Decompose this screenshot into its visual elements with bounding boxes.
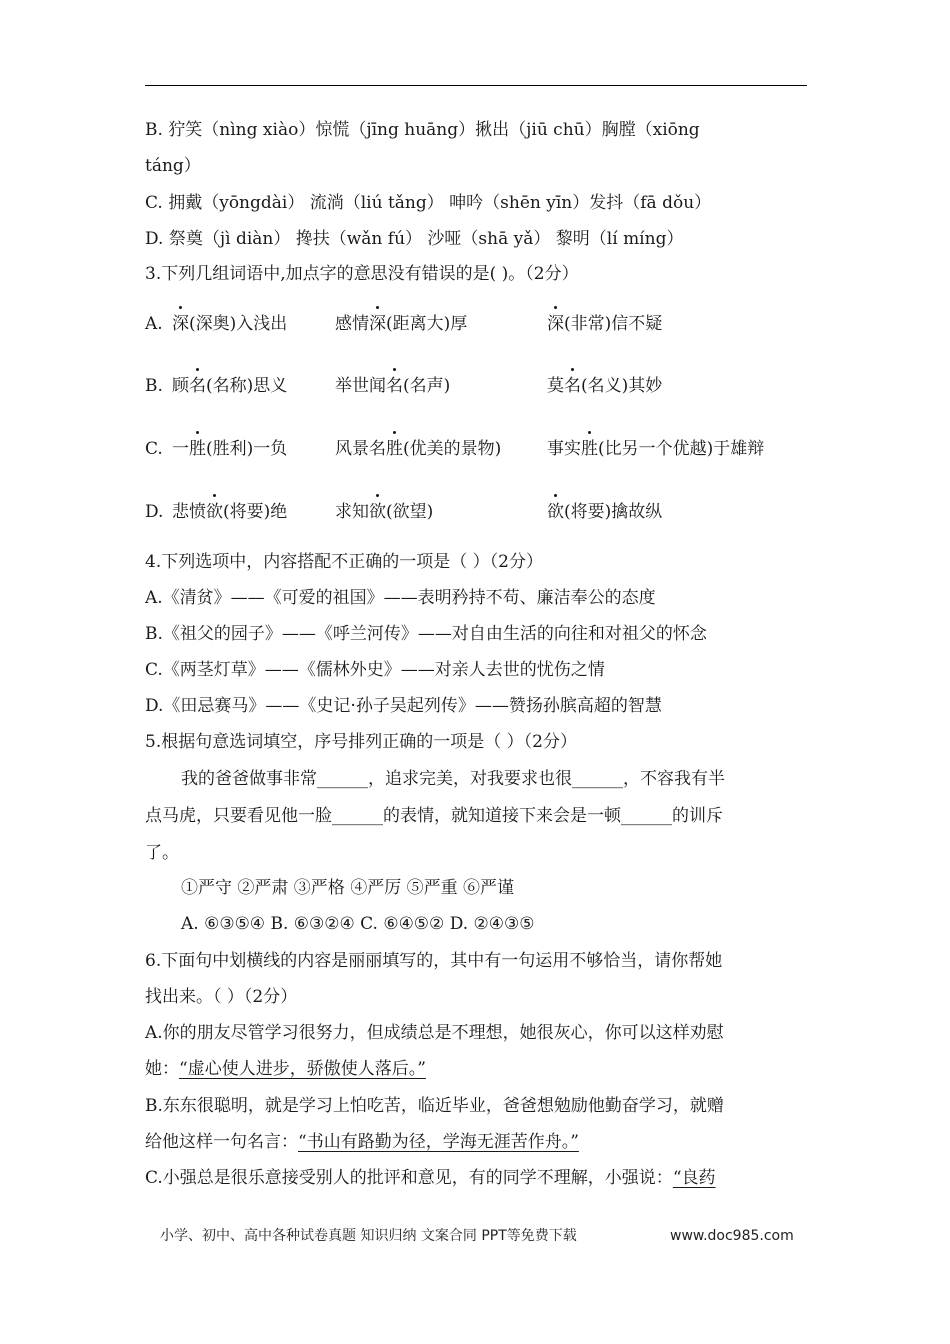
q6-option-c-line1: C.小强总是很乐意接受别人的批评和意见，有的同学不理解，小强说：“良药	[145, 1168, 716, 1188]
emphasis-char: 欲	[206, 502, 223, 522]
emphasis-char: 欲	[547, 502, 564, 522]
header-rule	[145, 85, 807, 86]
q6-option-a-line1: A.你的朋友尽管学习很努力，但成绩总是不理想，她很灰心，你可以这样劝慰	[145, 1023, 724, 1043]
q4-option-b: B.《祖父的园子》——《呼兰河传》——对自由生活的向往和对祖父的怀念	[145, 624, 707, 644]
q4-option-c: C.《两茎灯草》——《儒林外史》——对亲人去世的忧伤之情	[145, 660, 605, 680]
q3-cell: 欲(将要)擒故纵	[547, 502, 663, 522]
q5-paragraph-line1: 我的爸爸做事非常______，追求完美，对我要求也很______，不容我有半	[181, 769, 725, 789]
q5-word-bank: ①严守 ②严肃 ③严格 ④严厉 ⑤严重 ⑥严谨	[181, 878, 515, 898]
emphasis-char: 深	[369, 314, 386, 334]
q3-row-label: D.	[145, 502, 164, 522]
emphasis-char: 深	[172, 314, 189, 334]
q4-stem: 4.下列选项中，内容搭配不正确的一项是（ ）（2分）	[145, 552, 543, 572]
footer-site-link[interactable]: www.doc985.com	[670, 1228, 794, 1244]
q3-cell: 顾名(名称)思义	[172, 376, 288, 396]
q3-row-label: B.	[145, 376, 163, 396]
q3-cell: 悲愤欲(将要)绝	[172, 502, 288, 522]
emphasis-char: 名	[564, 376, 581, 396]
q5-paragraph-line3: 了。	[145, 843, 179, 863]
emphasis-char: 胜	[386, 439, 403, 459]
q3-cell: 莫名(名义)其妙	[547, 376, 663, 396]
q4-option-a: A.《清贫》——《可爱的祖国》——表明矜持不苟、廉洁奉公的态度	[145, 588, 656, 608]
q2-option-c: C. 拥戴（yōngdài） 流淌（liú tǎng） 呻吟（shēn yīn）发抖（fā dǒu）	[145, 193, 712, 213]
emphasis-char: 胜	[581, 439, 598, 459]
q2-option-b-line2: táng）	[145, 156, 201, 176]
q6-stem-line1: 6.下面句中划横线的内容是丽丽填写的，其中有一句运用不够恰当，请你帮她	[145, 951, 723, 971]
q6-option-a-line2: 她：“虚心使人进步，骄傲使人落后。”	[145, 1059, 426, 1079]
q2-option-d: D. 祭奠（jì diàn） 搀扶（wǎn fú） 沙哑（shā yǎ） 黎明（lí míng）	[145, 229, 684, 249]
q3-cell: 风景名胜(优美的景物)	[335, 439, 502, 459]
underlined-answer: “书山有路勤为径，学海无涯苦作舟。”	[298, 1132, 579, 1152]
q3-stem: 3.下列几组词语中,加点字的意思没有错误的是( )。（2分）	[145, 264, 579, 284]
emphasis-char: 胜	[189, 439, 206, 459]
emphasis-char: 名	[189, 376, 206, 396]
emphasis-char: 深	[547, 314, 564, 334]
q5-paragraph-line2: 点马虎，只要看见他一脸______的表情，就知道接下来会是一顿______的训斥	[145, 806, 723, 826]
q4-option-d: D.《田忌赛马》——《史记·孙子吴起列传》——赞扬孙膑高超的智慧	[145, 696, 662, 716]
underlined-answer: “虚心使人进步，骄傲使人落后。”	[179, 1059, 426, 1079]
underlined-answer: “良药	[672, 1168, 716, 1188]
emphasis-char: 欲	[369, 502, 386, 522]
footer-text: 小学、初中、高中各种试卷真题 知识归纳 文案合同 PPT等免费下载	[160, 1228, 577, 1244]
q3-cell: 深(深奥)入浅出	[172, 314, 288, 334]
q2-option-b-line1: B. 狞笑（nìng xiào）惊慌（jīng huāng）揪出（jiū chū）胸膛（xiōng	[145, 120, 700, 140]
q3-row-label: C.	[145, 439, 163, 459]
q3-row-label: A.	[145, 314, 163, 334]
q5-stem: 5.根据句意选词填空，序号排列正确的一项是（ ）（2分）	[145, 732, 577, 752]
q3-cell: 感情深(距离大)厚	[335, 314, 468, 334]
q3-cell: 事实胜(比另一个优越)于雄辩	[547, 439, 765, 459]
q5-choices: A. ⑥③⑤④ B. ⑥③②④ C. ⑥④⑤② D. ②④③⑤	[181, 914, 535, 934]
q3-cell: 举世闻名(名声)	[335, 376, 451, 396]
q6-stem-line2: 找出来。（ ）（2分）	[145, 987, 298, 1007]
q3-cell: 求知欲(欲望)	[335, 502, 434, 522]
q6-option-b-line2: 给他这样一句名言：“书山有路勤为径，学海无涯苦作舟。”	[145, 1132, 579, 1152]
emphasis-char: 名	[386, 376, 403, 396]
q6-option-b-line1: B.东东很聪明，就是学习上怕吃苦，临近毕业，爸爸想勉励他勤奋学习，就赠	[145, 1096, 724, 1116]
q3-cell: 深(非常)信不疑	[547, 314, 663, 334]
q3-cell: 一胜(胜利)一负	[172, 439, 288, 459]
page-footer	[160, 1226, 800, 1246]
